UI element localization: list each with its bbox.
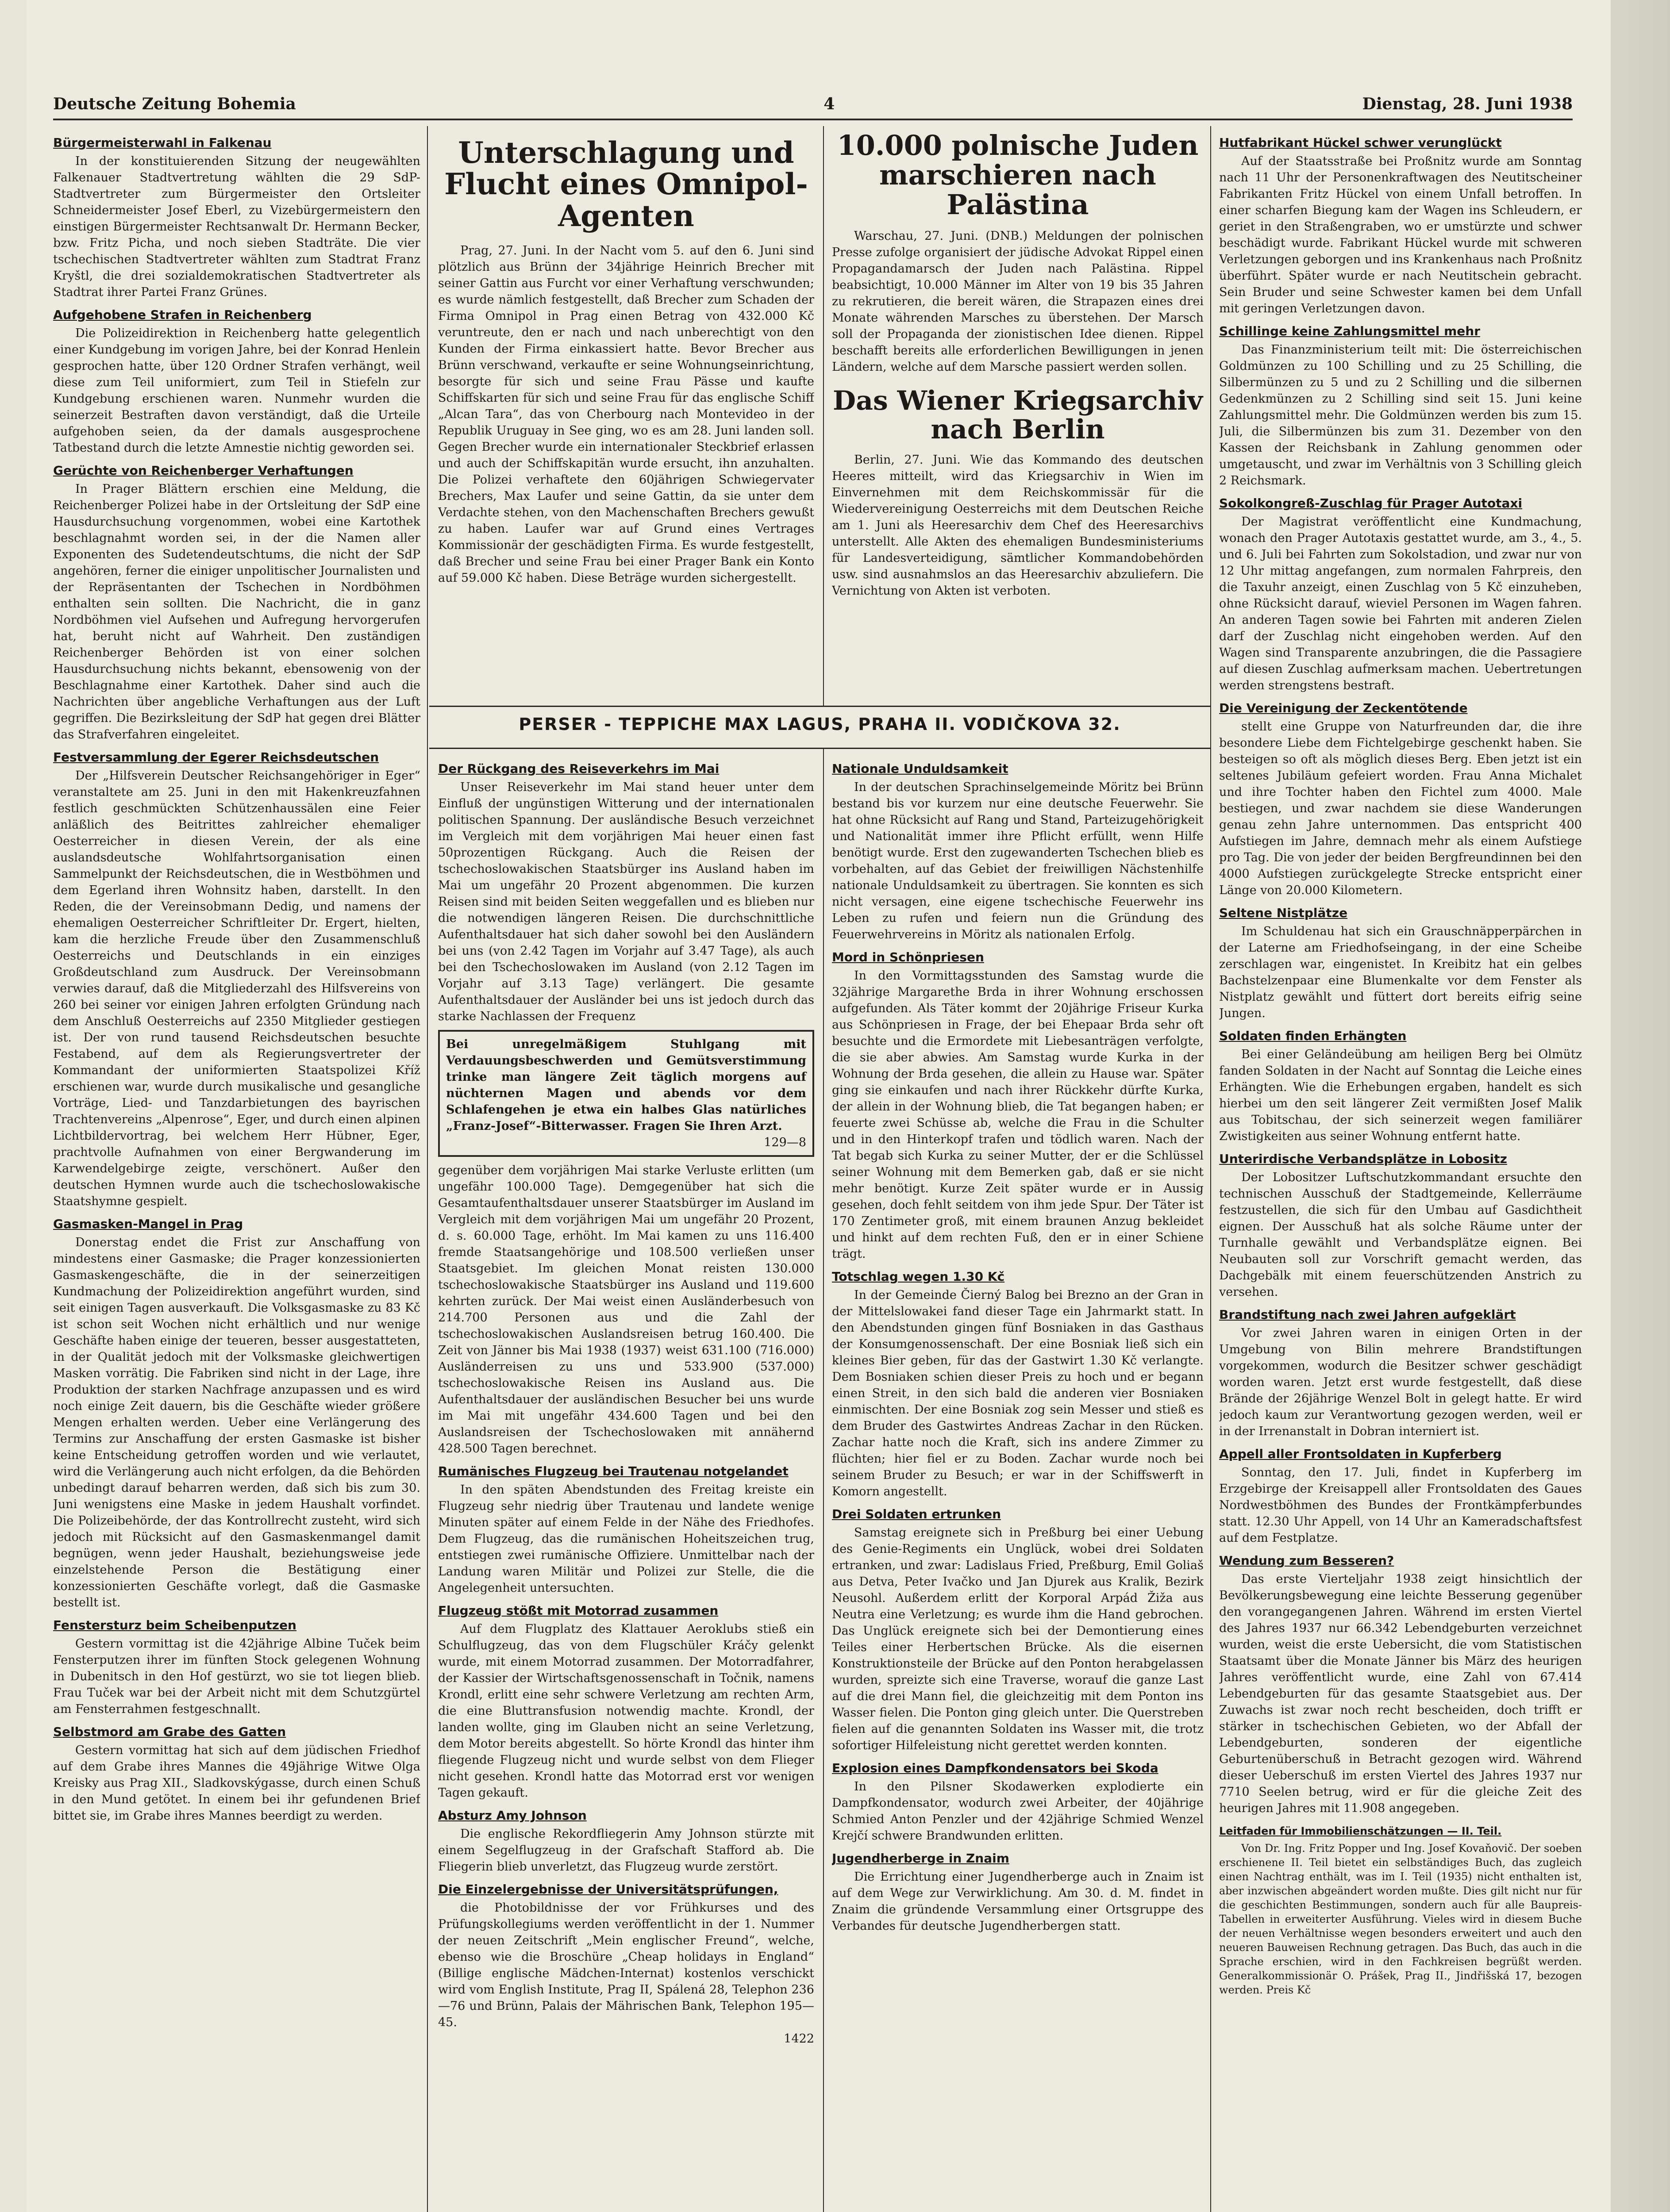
ad-rule-top bbox=[429, 706, 1210, 707]
column-3-bottom bbox=[832, 754, 1204, 2212]
article-reiseverkehr-cont: gegenüber dem vorjährigen Mai starke Verluste erlitten (um ungefähr 100.000 Tage). Demgegenüber hat sich die Gesamtaufenthaltsdauer unserer Staatsbürger im Ausland im Vergleich mit dem vorjährigen Mai um ungefähr 20 Prozent, d. s. 60.000 Tage, erhöht. Im Mai kamen zu uns 116.400 fremde Staatsangehörige und 108.500 verließen unser Staatsgebiet. Im gleichen Monat reisten 130.000 tschechoslowakische Staatsbürger ins Ausland und 119.600 kehrten zurück. Der Mai weist einen Ausländerbesuch von 214.700 Personen aus und die Zahl der tschechoslowakischen Auslandsreisen betrug 160.400. Die Zeit von Jänner bis Mai 1938 (1937) weist 631.100 (716.000) Ausländerreisen zu uns und 533.900 (537.000) tschechoslowakische Reisen ins Ausland aus. Die Aufenthaltsdauer der ausländischen Besucher bei uns wurde im Mai mit ungefähr 434.600 Tagen und bei den Auslandsreisen der Tschechoslowaken mit annähernd 428.500 Tagen berechnet. bbox=[438, 1164, 814, 1455]
article-reiseverkehr: Unser Reiseverkehr im Mai stand heuer unter dem Einfluß der ungünstigen Witterung und der internationalen politischen Spannung. Der ausländische Besuch verzeichnet im Vergleich mit dem vorjährigen Mai heuer einen fast 50prozentigen Rückgang. Auch die Reisen der tschechoslowakischen Staatsbürger ins Ausland haben im Mai um ungefähr 20 Prozent abgenommen. Die kurzen Reisen sind mit beiden Seiten weggefallen und es blieben nur die notwendigen längeren Reisen. Die durchschnittliche Aufenthaltsdauer hat sich daher sowohl bei den Ausländern bei uns (von 2.42 Tagen im Vorjahr auf 3.47 Tage), als auch bei den Tschechoslowaken im Ausland (von 2.12 Tagen im Vorjahr auf 3.13 Tage) verlängert. Die gesamte Aufenthaltsdauer der Ausländer bei uns ist jedoch durch das starke Nachlassen der Frequenz bbox=[438, 780, 814, 1023]
article-fenstersturz: Gestern vormittag ist die 42jährige Albine Tuček beim Fensterputzen ihrer im fünften Stock gelegenen Wohnung in Dubenitsch in den Hof gestürzt, wo sie tot liegen blieb. Frau Tuček war bei der Arbeit nicht mit dem Schutzgürtel am Fensterrahmen festgeschnallt. bbox=[53, 1637, 420, 1716]
headline-omnipol: Unterschlagung und Flucht eines Omnipol-Agenten bbox=[444, 135, 808, 233]
headline-geruechte: Gerüchte von Reichenberger Verhaftungen bbox=[53, 463, 354, 478]
article-vereinigung: stellt eine Gruppe von Naturfreunden dar, die ihre besondere Liebe dem Fichtelgebirge geschenkt haben. Sie besteigen so oft als möglich dieses Berg. Eben jetzt ist ein seltenes Jubiläum gefeiert worden. Frau Anna Michalet und ihre Tochter haben den Fichtel zum 4000. Male bestiegen, und zwar nachdem sie diese Wanderungen genau zehn Jahre unternommen. Das entspricht 400 Aufstiegen im Jahre, demnach mehr als einem Aufstiege pro Tag. Die von jeder der beiden Bergfreundinnen bei den 4000 Aufstiegen zurückgelegte Strecke entspricht einer Länge von 20.000 Kilometern. bbox=[1219, 720, 1582, 897]
article-geruechte: In Prager Blättern erschien eine Meldung, die Reichenberger Polizei habe in der Ortsleitung der SdP eine Hausdurchsuchung vorgenommen, wobei eine Kartothek beschlagnahmt worden sei, in der die Namen aller Exponenten des Sudetendeutschtums, die nicht der SdP angehören, ferner die einiger unpolitischer Journalisten und der Repräsentanten der Tschechen in Nordböhmen enthalten sein sollten. Die Nachricht, die in ganz Nordböhmen viel Aufsehen und Aufregung hervorgerufen hat, beruht nicht auf Wahrheit. Den zuständigen Reichenberger Behörden ist von einer solchen Hausdurchsuchung nichts bekannt, ebensowenig von der Beschlagnahme einer Kartothek. Daher sind auch die Nachrichten über angebliche Verhaftungen aus der Luft gegriffen. Die Bezirksleitung der SdP hat gegen drei Blätter das Strafverfahren eingeleitet. bbox=[53, 482, 420, 741]
article-selbstmord: Gestern vormittag hat sich auf dem jüdischen Friedhof auf dem Grabe ihres Mannes die 49jährige Witwe Olga Kreisky aus Prag XII., Sladkovskýgasse, durch einen Schuß in den Mund getötet. In einem bei ihr gefundenen Brief bittet sie, im Grabe ihres Mannes beerdigt zu werden. bbox=[53, 1743, 420, 1823]
article-wendung: Das erste Vierteljahr 1938 zeigt hinsichtlich der Bevölkerungsbewegung eine leichte Besserung gegenüber den vorangegangenen Jahren. Während im ersten Viertel des Jahres 1937 nur 66.342 Lebendgeburten verzeichnet wurden, weist die erste Uebersicht, die vom Statistischen Staatsamt über die Monate Jänner bis März des heurigen Jahres veröffentlicht wurde, eine Zahl von 67.414 Lebendgeburten für das gesamte Staatsgebiet aus. Der Zuwachs ist zwar noch recht bescheiden, doch trifft er stärker in tschechischen Gebieten, wo der Abfall der Lebendgeburten, sonderen der eigentliche Geburtenüberschuß in Betracht gezogen wird. Während dieser Ueberschuß im ersten Viertel des Jahres 1937 nur 7710 Seelen betrug, wird er für die gleiche Zeit des heurigen Jahres mit 11.908 angegeben. bbox=[1219, 1572, 1582, 1815]
article-leitfaden: Von Dr. Ing. Fritz Popper und Ing. Josef Kovaňovič. Der soeben erschienene II. Teil bietet ein selbständiges Buch, das zugleich einen Nachtrag enthält, was im I. Teil (1935) nicht enthalten ist, aber inzwischen abgeändert worden mußte. Dies gilt nicht nur für die geschichten Bestimmungen, sondern auch für alle Baupreis-Tabellen in erweiterter Ausführung. Vieles wird in diesem Buche der neuen Verhältnisse wegen besonders erweitert und auch den neueren Bauweisen Rechnung getragen. Das Buch, das auch in die Sprache erschien, wird in den Fachkreisen begrüßt werden. Generalkommissionär O. Prášek, Prag II., Jindřišská 17, bezogen werden. Preis Kč bbox=[1219, 1842, 1582, 1996]
column-rule-2-bottom bbox=[823, 748, 824, 2212]
headline-unduldsamkeit: Nationale Unduldsamkeit bbox=[832, 761, 1008, 776]
headline-soldaten-erhaengten: Soldaten finden Erhängten bbox=[1219, 1029, 1407, 1043]
paper-name: Deutsche Zeitung Bohemia bbox=[53, 95, 296, 113]
article-kriegsarchiv: Berlin, 27. Juni. Wie das Kommando des deutschen Heeres mitteilt, wird das Kriegsarchiv in Wien im Einvernehmen mit dem Reichskommissär für die Wiedervereinigung Oesterreichs mit dem Deutschen Reiche am 1. Juni als Heeresarchiv dem Chef des Heeresarchivs unterstellt. Alle Akten des ehemaligen Bundesministeriums für Landesverteidigung, sämtlicher Kommandobehörden usw. sind ausnahmslos an das Heeresarchiv abzuliefern. Die Vernichtung von Akten ist verboten. bbox=[832, 453, 1204, 598]
headline-gasmasken: Gasmasken-Mangel in Prag bbox=[53, 1217, 243, 1231]
article-aufgehobene-strafen: Die Polizeidirektion in Reichenberg hatte gelegentlich einer Kundgebung im vorigen Jahre, bei der Konrad Henlein gesprochen hatte, über 120 Ordner Strafen verhängt, weil diese zum Teil uniformiert, zum Teil in Stiefeln zur Kundgebung erschienen waren. Nunmehr wurden die seinerzeit Bestraften davon verständigt, daß die Urteile aufgehoben seien, da der damals ausgesprochene Tatbestand durch die letzte Amnestie nichtig geworden sei. bbox=[53, 326, 420, 455]
ad-franz-josef-text: Bei unregelmäßigem Stuhlgang mit Verdauungsbeschwerden und Gemütsverstimmung trinke man längere Zeit täglich morgens auf nüchternen Magen und abends vor dem Schlafengehen je etwa ein halbes Glas natürliches „Franz-Josef“-Bitterwasser. Fragen Sie Ihren Arzt. bbox=[446, 1037, 806, 1133]
article-soldaten-erhaengten: Bei einer Geländeübung am heiligen Berg bei Olmütz fanden Soldaten in der Nacht auf Sonntag die Leiche eines Erhängten. Wie die Erhebungen ergaben, handelt es sich hierbei um den seit längerer Zeit vermißten Josef Malik aus Tobitschau, der sich seinerzeit wegen familiärer Zwistigkeiten aus seiner Wohnung entfernt hatte. bbox=[1219, 1048, 1582, 1143]
headline-schillinge: Schillinge keine Zahlungsmittel mehr bbox=[1219, 324, 1481, 338]
article-sokolkongress: Der Magistrat veröffentlicht eine Kundmachung, wonach den Prager Autotaxis gestattet wurde, am 3., 4., 5. und 6. Juli bei Fahrten zum Sokolstadion, und zwar nur von 12 Uhr mittag angefangen, zum normalen Fahrpreis, den die Taxuhr anzeigt, einen Zuschlag von 5 Kč einzuheben, ohne Rücksicht darauf, wieviel Personen im Wagen fahren. An anderen Tagen sowie bei Fahrten mit anderen Zielen darf der Zuschlag nicht eingehoben werden. Auf den Wagen sind Transparente anzubringen, die die Passagiere auf diesen Zuschlag aufmerksam machen. Uebertretungen werden strengstens bestraft. bbox=[1219, 515, 1582, 692]
article-buergermeisterwahl: In der konstituierenden Sitzung der neugewählten Falkenauer Stadtvertretung wählten die 29 SdP-Stadtvertreter zum Bürgermeister den Ortsleiter Schneidermeister Josef Eberl, zu Vizebürgermeistern den einstigen Bürgermeister Rechtsanwalt Dr. Hermann Becker, bzw. Fritz Picha, und noch sieben Stadträte. Die vier tschechischen Stadtvertreter wählten zum Stadtrat Franz Kryštl, die drei sozialdemokratischen Stadtvertreter als Stadtrat ihrer Partei Franz Grünes. bbox=[53, 154, 420, 299]
headline-mord-schoenpriesen: Mord in Schönpriesen bbox=[832, 950, 984, 964]
column-1 bbox=[53, 128, 420, 2212]
article-unduldsamkeit: In der deutschen Sprachinselgemeinde Möritz bei Brünn bestand bis vor kurzem nur eine deutsche Feuerwehr. Sie hat ohne Rücksicht auf Rang und Stand, Parteizugehörigkeit und Nationalität immer ihre Pflicht erfüllt, wenn Hilfe benötigt wurde. Erst den zugewanderten Tschechen blieb es vorbehalten, auf das Gebiet der freiwilligen Nächstenhilfe nationale Unduldsamkeit zu übertragen. Sie konnten es sich nicht versagen, eine eigene tschechische Feuerwehr ins Leben zu rufen und feiern nun die Gründung des Feuerwehrvereins in Möritz als nationalen Erfolg. bbox=[832, 780, 1204, 941]
column-2-bottom bbox=[438, 754, 814, 2212]
article-flugzeug-motorrad: Auf dem Flugplatz des Klattauer Aeroklubs stieß ein Schulflugzeug, das von dem Flugschüler Kráčy gelenkt wurde, mit einem Motorrad zusammen. Der Motorradfahrer, der Kassier der Wirtschaftsgenossenschaft in Točnik, namens Krondl, erlitt eine sehr schwere Verletzung am rechten Arm, die eine Bluttransfusion notwendig machte. Krondl, der landen wollte, ging im Glauben nicht an seine Verletzung, dem Motor bereits abgestellt. So hörte Krondl das hinter ihm fliegende Flugzeug nicht und wurde selbst von dem Flieger nicht gesehen. Krondl hatte das Motorrad erst vor wenigen Tagen gekauft. bbox=[438, 1622, 814, 1800]
headline-kriegsarchiv: Das Wiener Kriegsarchiv nach Berlin bbox=[833, 385, 1203, 445]
headline-vereinigung: Die Vereinigung der Zeckentötende bbox=[1219, 701, 1468, 715]
ad-franz-josef bbox=[438, 1030, 814, 1157]
headline-drei-soldaten: Drei Soldaten ertrunken bbox=[832, 1507, 1001, 1521]
article-universitaetspruefungen: die Photobildnisse der vor Frühkurses und des Prüfungskollegiums werden veröffentlicht in der 1. Nummer der neuen Zeitschrift „Mein englischer Freund“, welche, ebenso wie die Broschüre „Cheap holidays in England“ (Billige englische Mädchen-Internat) kostenlos verschickt wird vom English Institute, Prag II, Spálená 28, Telephon 236—76 und Brünn, Palais der Mährischen Bank, Telephon 195—45. bbox=[438, 1901, 814, 2029]
headline-hueckel: Hutfabrikant Hückel schwer verunglückt bbox=[1219, 135, 1502, 150]
column-rule-1 bbox=[427, 126, 428, 2212]
headline-festversammlung: Festversammlung der Egerer Reichsdeutschen bbox=[53, 750, 379, 764]
headline-wendung: Wendung zum Besseren? bbox=[1219, 1553, 1394, 1568]
article-polnische-juden: Warschau, 27. Juni. (DNB.) Meldungen der polnischen Presse zufolge organisiert der jüdische Advokat Rippel einen Propagandamarsch der Juden nach Palästina. Rippel beabsichtigt, 10.000 Männer im Alter von 19 bis 35 Jahren zu rekrutieren, die bereit wären, die Strapazen eines drei Monate währenden Marsches zu überstehen. Der Marsch soll der Propaganda der zionistischen Idee dienen. Rippel beschafft bereits alle erforderlichen Bewilligungen in jenen Ländern, welche auf dem Marsche passiert werden sollen. bbox=[832, 229, 1204, 374]
headline-buergermeisterwahl: Bürgermeisterwahl in Falkenau bbox=[53, 135, 272, 150]
headline-nistplaetze: Seltene Nistplätze bbox=[1219, 906, 1348, 920]
article-festversammlung: Der „Hilfsverein Deutscher Reichsangehöriger in Eger“ veranstaltete am 25. Juni in den mit Hakenkreuzfahnen festlich geschmückten Schützenhaussälen eine Feier anläßlich des Beitrittes zahlreicher ehemaliger Oesterreicher in diesen Verein, der als eine auslandsdeutsche Wohlfahrtsorganisation einen Sammelpunkt der Reichsdeutschen, die in Westböhmen und dem Egerland ihren Wohnsitz haben, darstellt. In den Reden, die der Vereinsobmann Dedig, und namens der ehemaligen Oesterreicher Schriftleiter Dr. Ergert, hielten, kam die herzliche Freude über den Zusammenschluß Oesterreichs und Deutschlands in ein einziges Großdeutschland zum Ausdruck. Der Vereinsobmann verwies darauf, daß die Mitgliederzahl des Hilfsvereins von 260 bei seiner vor einigen Jahren erfolgten Gründung nach dem Anschluß Oesterreichs auf 2350 Mitglieder gestiegen ist. Der von rund tausend Reichsdeutschen besuchte Festabend, auf dem als Regierungsvertreter der Kommandant der uniformierten Staatspolizei Kříž erschienen war, wurde durch musikalische und gesangliche Vorträge, Lied- und Tanzdarbietungen des bayrischen Trachtenvereins „Alpenrose“, Eger, und durch einen alpinen Lichtbildervortrag, bei welchem Herr Hübner, Eger, prachtvolle Aufnahmen von einer Bergwanderung im Karwendelgebirge zeigte, verschönert. Außer den deutschen Hymnen wurde auch die tschechoslowakische Staatshymne gespielt. bbox=[53, 769, 420, 1208]
ad-english-institute-code: 1422 bbox=[784, 2032, 814, 2046]
issue-date: Dienstag, 28. Juni 1938 bbox=[1362, 95, 1573, 113]
headline-sokolkongress: Sokolkongreß-Zuschlag für Prager Autotaxi bbox=[1219, 496, 1523, 511]
article-totschlag: In der Gemeinde Čierný Balog bei Brezno an der Gran in der Mittelslowakei fand dieser Tage ein Jahrmarkt statt. In den Abendstunden gingen fünf Bosniaken in das Gasthaus der Konsumgenossenschaft. Der eine Bosniak ließ sich ein kleines Bier geben, für das der Gastwirt 1.30 Kč verlangte. Dem Bosniaken schien dieser Preis zu hoch und er begann einen Streit, in den sich bald die anderen vier Bosniaken einmischten. Der eine Bosniak zog sein Messer und stieß es dem Bruder des Gastwirtes Andreas Zachar in den Rücken. Zachar hatte noch die Kraft, sich ins andere Zimmer zu flüchten; hier fiel er zu Boden. Zachar wurde noch bei seinem Bruder zu Besuch; er war in der Schiffswerft in Komorn angestellt. bbox=[832, 1288, 1204, 1498]
article-frontsoldaten: Sonntag, den 17. Juli, findet in Kupferberg im Erzgebirge der Kreisappell aller Frontsoldaten des Gaues Nordwestböhmen des Bundes der Frontkämpferbundes statt. 12.30 Uhr Appell, von 14 Uhr an Kameradschaftsfest auf dem Festplatze. bbox=[1219, 1466, 1582, 1545]
article-hueckel: Auf der Staatsstraße bei Proßnitz wurde am Sonntag nach 11 Uhr der Personenkraftwagen des Neutitscheiner Fabrikanten Fritz Hückel von einem Unfall betroffen. In einer scharfen Biegung kam der Wagen ins Schleudern, er geriet in den Straßengraben, wo er umstürzte und schwer beschädigt wurde. Fabrikant Hückel wurde mit schweren Verletzungen geborgen und ins Krankenhaus nach Proßnitz überführt. Später wurde er nach Neutitschein gebracht. Sein Bruder und seine Schwester kamen bei dem Unfall mit geringen Verletzungen davon. bbox=[1219, 154, 1582, 315]
article-jugendherberge: Die Errichtung einer Jugendherberge auch in Znaim ist auf dem Wege zur Verwirklichung. Am 30. d. M. findet in Znaim die gründende Versammlung einer Ortsgruppe des Verbandes für deutsche Jugendherbergen statt. bbox=[832, 1870, 1204, 1933]
article-brandstiftung: Vor zwei Jahren waren in einigen Orten in der Umgebung von Bilin mehrere Brandstiftungen vorgekommen, wodurch die Besitzer schwer geschädigt worden waren. Jetzt erst wurde festgestellt, daß diese Brände der 26jährige Wenzel Bolt in gelegt hatte. Er wird jedoch kaum zur Verantwortung gezogen werden, weil er in der Irrenanstalt in Dobran interniert ist. bbox=[1219, 1326, 1582, 1438]
headline-flugzeug-motorrad: Flugzeug stößt mit Motorrad zusammen bbox=[438, 1603, 719, 1618]
article-schillinge: Das Finanzministerium teilt mit: Die österreichischen Goldmünzen zu 100 Schilling und zu 25 Schilling, die Silbermünzen zu 5 und zu 2 Schilling und die silbernen Gedenkmünzen zu 2 Schilling sind seit 15. Juni keine Zahlungsmittel mehr. Die Goldmünzen werden bis zum 15. Juli, die Silbermünzen bis zum 31. Dezember von den Kassen der Reichsbank in Zahlung genommen oder umgetauscht, und zwar im Verhältnis von 3 Schilling gleich 2 Reichsmark. bbox=[1219, 343, 1582, 488]
headline-frontsoldaten: Appell aller Frontsoldaten in Kupferberg bbox=[1219, 1447, 1502, 1461]
headline-polnische-juden: 10.000 polnische Juden marschieren nach Palästina bbox=[837, 129, 1199, 221]
article-gasmasken: Donerstag endet die Frist zur Anschaffung von mindestens einer Gasmaske; die Prager konzessionierten Gasmaskengeschäfte, die in der seinerzeitigen Kundmachung der Polizeidirektion angeführt wurden, sind seit einigen Tagen ausverkauft. Die Volksgasmaske zu 83 Kč ist schon seit Wochen nicht erhältlich und nur wenige Geschäfte haben einige der teueren, besser ausgestatteten, in der Qualität jedoch mit der Volksmaske gleichwertigen Masken vorrätig. Die Fabriken sind nicht in der Lage, ihre Produktion der starken Nachfrage anzupassen und es wird noch einige Zeit dauern, bis die Geschäfte wieder größere Mengen erhalten werden. Ueber eine Verlängerung des Termins zur Anschaffung der ersten Gasmaske ist bisher keine Entscheidung getroffen worden und wie verlautet, wird die Verlängerung auch nicht erfolgen, da die Behörden unbedingt darauf beharren werden, daß sich bis zum 30. Juni wenigstens eine Maske in jedem Haushalt vorfindet. Die Polizeibehörde, der das Kontrollrecht zusteht, wird sich jedoch mit Rücksicht auf den Gasmaskenmangel damit begnügen, wenn jeder Haushalt, beziehungsweise jede einzelstehende Person die Bestätigung einer konzessionierten Geschäfte vorlegt, daß die Gasmaske bestellt ist. bbox=[53, 1236, 420, 1609]
ad-franz-josef-code: 129—8 bbox=[764, 1136, 806, 1149]
headline-jugendherberge: Jugendherberge in Znaim bbox=[832, 1851, 1009, 1866]
article-rumaenisches-flugzeug: In den späten Abendstunden des Freitag kreiste ein Flugzeug sehr niedrig über Trautenau und landete wenige Minuten später auf einem Felde in der Nähe des Friedhofes. Dem Flugzeug, das die rumänischen Hoheitszeichen trug, entstiegen zwei rumänische Offiziere. Unmittelbar nach der Landung waren Militär und Polizei zur Stelle, die die Angelegenheit untersuchten. bbox=[438, 1483, 814, 1595]
page-header bbox=[53, 93, 1573, 115]
headline-fenstersturz: Fenstersturz beim Scheibenputzen bbox=[53, 1618, 296, 1632]
article-explosion-skoda: In den Pilsner Skodawerken explodierte ein Dampfkondensator, wodurch zwei Arbeiter, der 40jährige Schmied Anton Penzler und der 42jährige Schmied Wenzel Krejčí schwere Brandwunden erlitten. bbox=[832, 1780, 1204, 1843]
headline-rumaenisches-flugzeug: Rumänisches Flugzeug bei Trautenau notgelandet bbox=[438, 1464, 789, 1479]
column-rule-3 bbox=[1210, 126, 1211, 2212]
headline-selbstmord: Selbstmord am Grabe des Gatten bbox=[53, 1724, 286, 1739]
column-2-top bbox=[438, 128, 814, 703]
headline-totschlag: Totschlag wegen 1.30 Kč bbox=[832, 1269, 1005, 1284]
headline-verbandsplaetze: Unterirdische Verbandsplätze in Lobositz bbox=[1219, 1152, 1507, 1166]
article-omnipol: Prag, 27. Juni. In der Nacht vom 5. auf den 6. Juni sind plötzlich aus Brünn der 34jährige Heinrich Brecher mit seiner Gattin aus Furcht vor einer Verhaftung verschwunden; es wurde nämlich festgestellt, daß Brecher zum Schaden der Firma Omnipol in Prag einen Betrag von 432.000 Kč veruntreute, den er nach und nach unberechtigt von den Kunden der Firma einkassiert hatte. Bevor Brecher aus Brünn verschwand, verkaufte er seine Wohnungseinrichtung, besorgte für sich und seine Frau Pässe und kaufte Schiffskarten für sich und seine Frau für das englische Schiff „Alcan Tara“, das von Cherbourg nach Montevideo in der Republik Uruguay in See ging, wo es am 28. Juni landen soll. Gegen Brecher wurde ein internationaler Steckbrief erlassen und auch der Schiffskapitän wurde ersucht, ihn anzuhalten. Die Polizei verhaftete den 60jährigen Schwiegervater Brechers, Max Laufer und seine Gattin, da sie unter dem Verdachte stehen, von den Machenschaften Brechers gewußt zu haben. Laufer war auf Grund eines Vertrages Kommissionär der geschädigten Firma. Es wurde festgestellt, daß Brecher und seine Frau bei einer Prager Bank ein Konto auf 59.000 Kč haben. Diese Beträge wurden sichergestellt. bbox=[438, 243, 814, 585]
headline-brandstiftung: Brandstiftung nach zwei Jahren aufgeklärt bbox=[1219, 1307, 1516, 1322]
scan-edge bbox=[1611, 0, 1670, 2212]
headline-leitfaden: Leitfaden für Immobilienschätzungen — II. Teil. bbox=[1219, 1825, 1502, 1837]
column-4 bbox=[1219, 128, 1582, 2212]
ad-perser-teppiche: PERSER - TEPPICHE MAX LAGUS, PRAHA II. VODIČKOVA 32. bbox=[519, 714, 1121, 734]
headline-reiseverkehr: Der Rückgang des Reiseverkehrs im Mai bbox=[438, 761, 720, 776]
ad-rule-bottom bbox=[429, 748, 1210, 749]
article-amy-johnson: Die englische Rekordfliegerin Amy Johnson stürzte mit einem Segelflugzeug in der Grafschaft Stafford ab. Die Fliegerin blieb unverletzt, das Flugzeug wurde zerstört. bbox=[438, 1827, 814, 1874]
article-nistplaetze: Im Schuldenau hat sich ein Grauschnäpperpärchen in der Laterne am Friedhofseingang, in der eine Scheibe zerschlagen war, eingenistet. In Kreibitz hat ein gelbes Bachstelzenpaar eine Blumenkalte vor dem Fenster als Nistplatz gewählt und füttert dort bereits eifrig seine Jungen. bbox=[1219, 925, 1582, 1020]
headline-aufgehobene-strafen: Aufgehobene Strafen in Reichenberg bbox=[53, 307, 312, 322]
column-rule-2-top bbox=[823, 126, 824, 706]
article-verbandsplaetze: Der Lobositzer Luftschutzkommandant ersuchte den technischen Ausschuß der Stadtgemeinde, Kellerräume festzustellen, die sich für den Umbau auf Gasdichtheit eignen. Der Ausschuß hat als solche Räume unter der Turnhalle gewählt und Verbandsplätze eignen. Bei Neubauten soll zur Vorschrift gemacht werden, das Dachgebälk mit einem feuerschützenden Anstrich zu versehen. bbox=[1219, 1171, 1582, 1299]
article-mord-schoenpriesen: In den Vormittagsstunden des Samstag wurde die 32jährige Margarethe Brda in ihrer Wohnung erschossen aufgefunden. Als Täter kommt der 20jährige Friseur Kurka aus Schönpriesen in Frage, der bei Ehepaar Brda sehr oft besuchte und die Ermordete mit Liebesanträgen verfolgte, die sie aber abwies. Am Samstag wurde Kurka in der Wohnung der Brda gesehen, die allein zu Hause war. Später ging sie einkaufen und nach ihrer Rückkehr dürfte Kurka, der allein in der Wohnung blieb, die Tat begangen haben; er feuerte zwei Schüsse ab, welche die Frau in die Schulter und in den Hinterkopf trafen und tödlich waren. Nach der Tat begab sich Kurka zu seiner Mutter, der er die Schlüssel seiner Wohnung mit dem Bemerken gab, daß er sie nicht mehr benötigt. Kurze Zeit später wurde er in Aussig gesehen, doch fehlt seitdem von ihm jede Spur. Der Täter ist 170 Zentimeter groß, mit einem braunen Anzug bekleidet und hinkt auf dem rechten Fuß, den er in einer Schiene trägt. bbox=[832, 969, 1204, 1261]
column-3-top bbox=[832, 128, 1204, 703]
header-rule bbox=[53, 119, 1573, 120]
page-number: 4 bbox=[823, 95, 835, 113]
headline-universitaetspruefungen: Die Einzelergebnisse der Universitätsprüfungen, bbox=[438, 1882, 778, 1897]
headline-explosion-skoda: Explosion eines Dampfkondensators bei Skoda bbox=[832, 1761, 1158, 1775]
headline-amy-johnson: Absturz Amy Johnson bbox=[438, 1808, 587, 1823]
article-drei-soldaten: Samstag ereignete sich in Preßburg bei einer Uebung des Genie-Regiments ein Unglück, wobei drei Soldaten ertranken, und zwar: Ladislaus Fried, Preßburg, Emil Goliaš aus Detva, Peter Ivačko und Jan Djurek aus Kralik, Bezirk Neusohl. Außerdem erlitt der Korporal Arpád Žiža aus Neutra eine Verletzung; es wurde ihm die Hand gebrochen. Das Unglück ereignete sich bei der Demontierung eines Teiles einer Herbertschen Brücke. Als die eisernen Konstruktionsteile der Brücke auf den Ponton herabgelassen wurden, spreizte sich eine Traverse, worauf die ganze Last auf die drei Mann fiel, die gleichzeitig mit dem Ponton ins Wasser fielen. Die Ponton ging gleich unter. Die Querstreben fielen auf die genannten Soldaten ins Wasser mit, die trotz sofortiger Hilfeleistung nicht gerettet werden konnten. bbox=[832, 1526, 1204, 1752]
